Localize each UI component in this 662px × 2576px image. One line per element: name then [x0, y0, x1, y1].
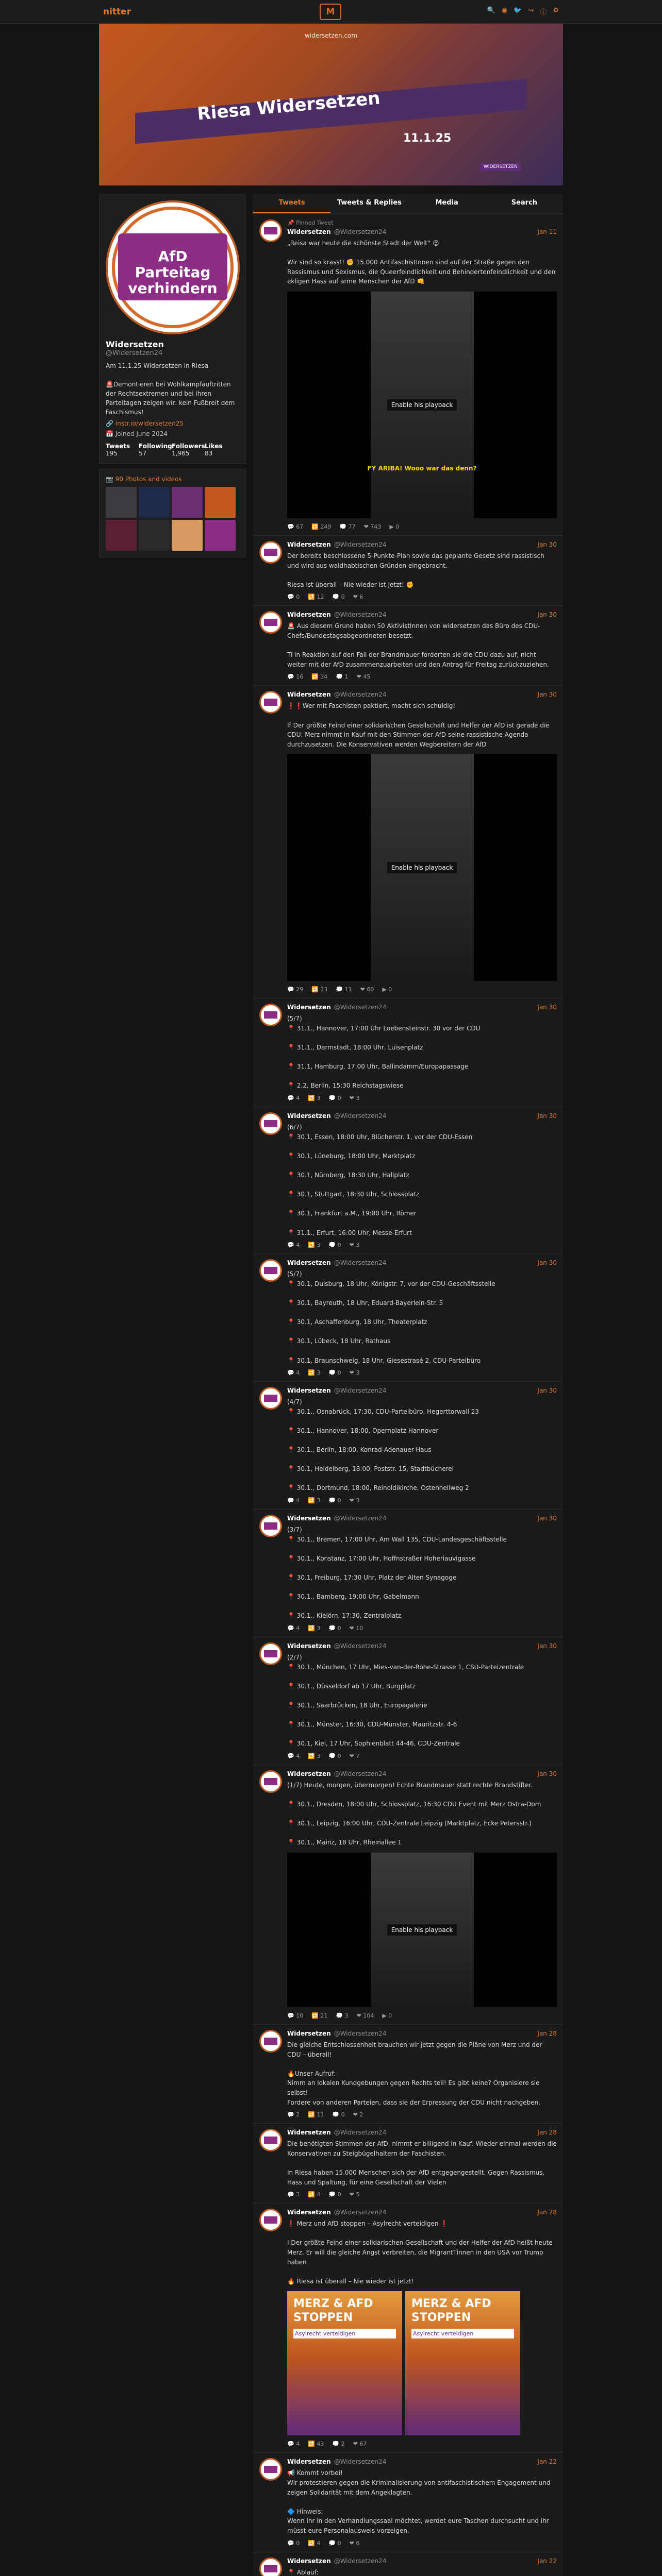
- retweet-count[interactable]: 🔁 21: [311, 2012, 328, 2020]
- tweet-header: [287, 1112, 557, 1120]
- tweet-stats: [287, 986, 557, 993]
- tweet-date[interactable]: Jan 30: [537, 1770, 557, 1777]
- search-icon[interactable]: 🔍: [487, 7, 495, 14]
- poster-subline: Asylrecht verteidigen: [411, 2329, 514, 2338]
- retweet-count[interactable]: 🔁 4: [308, 2539, 321, 2547]
- retweet-count[interactable]: 🔁 4: [308, 2191, 321, 2198]
- tweet-images: [287, 2291, 557, 2435]
- retweet-count[interactable]: 🔁 34: [311, 673, 328, 681]
- quote-count[interactable]: 💭 0: [328, 1624, 341, 1632]
- quote-count[interactable]: 💭 0: [328, 1095, 341, 1102]
- info-icon[interactable]: ⓘ: [540, 9, 547, 16]
- tweet-header: [287, 1515, 557, 1522]
- tweet-header: [287, 2557, 557, 2565]
- poster-headline: MERZ & AFD STOPPEN: [411, 2297, 491, 2324]
- quote-count[interactable]: 💭 3: [336, 2012, 349, 2020]
- tweet-date[interactable]: Jan 30: [537, 1387, 557, 1395]
- tweet-author-handle[interactable]: @Widersetzen24: [334, 1515, 387, 1522]
- tweet-date[interactable]: Jan 30: [537, 691, 557, 699]
- avatar-text: AfD Parteitag verhindern: [118, 233, 227, 300]
- enable-playback-button[interactable]: Enable hls playback: [387, 1924, 457, 1936]
- tweet-date[interactable]: Jan 30: [537, 1004, 557, 1011]
- tweet-author-name[interactable]: Widersetzen: [287, 228, 331, 235]
- tweet[interactable]: [253, 1382, 563, 1510]
- tweet-date[interactable]: Jan 28: [537, 2129, 557, 2137]
- tweet-avatar[interactable]: [259, 1642, 282, 1665]
- timeline-tabs: [253, 194, 563, 214]
- quote-count[interactable]: 💭 0: [332, 594, 345, 601]
- tweet-stats: [287, 2191, 557, 2198]
- tweet-text: (3/7) 📍 30.1., Bremen, 17:00 Uhr, Am Wall 135, CDU-Landesgeschäftsstelle 📍 30.1., Konstanz, 17:00 Uhr, Hoffnstraßer Hoheriauvigasse 📍 30.1, Freiburg, 17:30 Uhr, Platz der Alten Synagoge 📍 30.1., Bamberg, 19:00 Uhr, Gabelmann 📍 30.1., Kielörn, 17:30, Zentralplatz: [287, 1526, 507, 1620]
- tweet-author-name[interactable]: Widersetzen: [287, 2030, 331, 2038]
- tweet-stats: [287, 1625, 557, 1632]
- reply-count[interactable]: 💬 4: [287, 1369, 300, 1377]
- tweet-stats: [287, 594, 557, 600]
- profile-website-link[interactable]: 🔗 instr.io/widersetzen25: [106, 420, 184, 427]
- quote-count[interactable]: 💭 77: [339, 523, 356, 530]
- tweet[interactable]: [253, 998, 563, 1107]
- tweet-header: [287, 691, 557, 698]
- tweet[interactable]: [253, 1107, 563, 1254]
- poster-subline: Asylrecht verteidigen: [293, 2329, 396, 2338]
- banner-url: widersetzen.com: [304, 32, 358, 39]
- like-count[interactable]: ❤ 6: [349, 2539, 360, 2547]
- stat-label: Likes: [205, 443, 223, 450]
- tweet-date[interactable]: Jan 30: [537, 540, 557, 548]
- tweet-stats: [287, 1369, 557, 1376]
- tweet-author-handle[interactable]: @Widersetzen24: [334, 2458, 387, 2466]
- tweet-header: [287, 228, 557, 235]
- tweet-stats: [287, 1497, 557, 1504]
- photo-thumb[interactable]: [172, 520, 203, 551]
- profile-joined: 📅 Joined June 2024: [106, 430, 168, 437]
- tweet-author-handle[interactable]: @Widersetzen24: [334, 2557, 387, 2565]
- reply-count[interactable]: 💬 4: [287, 1242, 300, 1249]
- profile-banner[interactable]: [99, 24, 563, 185]
- like-count[interactable]: ❤ 7: [349, 1752, 360, 1759]
- tweet-author-name[interactable]: Widersetzen: [287, 1642, 331, 1650]
- tweet-avatar[interactable]: [259, 1387, 282, 1410]
- profile-stats: [106, 443, 239, 457]
- retweet-count[interactable]: 🔁 249: [311, 523, 332, 530]
- quote-count[interactable]: 💭 1: [336, 673, 349, 681]
- tweet[interactable]: [253, 686, 563, 998]
- tweet-author-handle[interactable]: @Widersetzen24: [334, 228, 387, 235]
- video-subtitle: FY ARIBA! Wooo war das denn?: [367, 464, 477, 472]
- tweet-body: [287, 611, 557, 680]
- tweet-text: Die benötigten Stimmen der AfD, nimmt er billigend in Kauf. Wieder einmal werden die Konservativen zu Steigbügelhaltern der Faschisten. In Riesa haben 15.000 Menschen sich der AfD entgegengestellt. Gegen Rassismus, Hass und Spaltung, für eine Gesellschaft der Vielen: [287, 2140, 557, 2186]
- like-count[interactable]: ❤ 6: [353, 594, 363, 601]
- quote-count[interactable]: 💭 0: [328, 1242, 341, 1249]
- reply-count[interactable]: 💬 4: [287, 1752, 300, 1759]
- tweet-stats: [287, 1753, 557, 1759]
- reply-count[interactable]: 💬 29: [287, 986, 304, 993]
- photo-rail: [99, 469, 246, 557]
- play-count[interactable]: ▶ 0: [389, 523, 400, 530]
- tweet-author-name[interactable]: Widersetzen: [287, 2557, 331, 2565]
- tweet-avatar[interactable]: [259, 2557, 282, 2576]
- retweet-count[interactable]: 🔁 3: [308, 1752, 321, 1759]
- tweet-body: [287, 2458, 557, 2546]
- tweet-text: (1/7) Heute, morgen, übermorgen! Echte Brandmauer statt rechte Brandstifter. 📍 30.1., Dresden, 18:00 Uhr, Schlossplatz, 16:30 CDU Event mit Merz Ostra-Dom 📍 30.1., Leipzig, 16:00 Uhr, CDU-Zentrale Leipzig (Marktplatz, Ecke Petersstr.) 📍 30.1., Mainz, 18 Uhr, Rheinallee 1: [287, 1781, 541, 1846]
- play-count[interactable]: ▶ 0: [382, 2012, 392, 2020]
- tweet-author-handle[interactable]: @Widersetzen24: [334, 1004, 387, 1011]
- tweet-body: [287, 2129, 557, 2198]
- tweet-body: [287, 691, 557, 993]
- home-logo-icon[interactable]: M: [320, 4, 341, 20]
- retweet-count[interactable]: 🔁 3: [308, 1095, 321, 1102]
- photo-thumb[interactable]: [205, 487, 236, 518]
- tweet-author-handle[interactable]: @Widersetzen24: [334, 1387, 387, 1395]
- tab-media[interactable]: Media: [435, 199, 458, 207]
- banner-title: Riesa Widersetzen: [196, 88, 381, 125]
- reply-count[interactable]: 💬 16: [287, 673, 304, 681]
- reply-count[interactable]: 💬 0: [287, 2539, 300, 2547]
- tweet-date[interactable]: Jan 30: [537, 1112, 557, 1120]
- tweet-image[interactable]: [405, 2291, 520, 2435]
- retweet-count[interactable]: 🔁 11: [308, 2111, 324, 2119]
- tweet-text: (5/7) 📍 31.1., Hannover, 17:00 Uhr Loebensteinstr. 30 vor der CDU 📍 31.1., Darmstadt, 18:00 Uhr, Luisenplatz 📍 31.1, Hamburg, 17:00 Uhr, Ballindamm/Europapassage 📍 2.2, Berlin, 15:30 Reichstagswiese: [287, 1015, 481, 1090]
- photos-videos-link[interactable]: 📷 90 Photos and videos: [106, 476, 182, 483]
- like-count[interactable]: ❤ 743: [363, 523, 382, 530]
- tweet-body: [287, 1642, 557, 1759]
- tweet-avatar[interactable]: [259, 2129, 282, 2151]
- tweet-text: ❗ Merz und AfD stoppen – Asylrecht verteidigen ❗ I Der größte Feind einer solidarischen Gesellschaft und der Helfer der AfD heißt heute Merz. Er will die gleiche Angst verbreiten, die MigrantTinnen in den USA vor Trump haben 🔥 Riesa ist überall – Nie wieder ist jetzt!: [287, 2220, 553, 2285]
- like-count[interactable]: ❤ 3: [349, 1242, 360, 1249]
- quote-count[interactable]: 💭 0: [328, 1369, 341, 1377]
- photo-thumb[interactable]: [172, 487, 203, 518]
- tweet-avatar[interactable]: [259, 2030, 282, 2053]
- profile-sidebar: [99, 194, 246, 2576]
- tweet-stats: [287, 2540, 557, 2547]
- tweet-header: [287, 611, 557, 618]
- gear-icon[interactable]: ⚙: [553, 7, 559, 14]
- tweet-text: ❗❗Wer mit Faschisten paktiert, macht sich schuldig! If Der größte Feind einer solidarischen Gesellschaft und Helfer der AfD ist gerade die CDU: Merz nimmt in Kauf mit den Stimmen der AfD seine rassistische Agenda durchzusetzen. Die Konservativen werden Wegbereitern der AfD: [287, 702, 550, 748]
- tweet-text: Die gleiche Entschlossenheit brauchen wir jetzt gegen die Pläne von Merz und der CDU – überall! 🔥Unser Aufruf: Nimm an lokalen Kundgebungen gegen Rechts teil! Es gibt keine? Organisiere sie selbst! Fordere von anderen Parteien, dass sie der Erpressung der CDU nicht nachgeben.: [287, 2041, 542, 2106]
- tweet-stats: [287, 1095, 557, 1101]
- tweet-author-handle[interactable]: @Widersetzen24: [334, 1770, 387, 1777]
- photo-thumb[interactable]: [205, 520, 236, 551]
- tweet-avatar[interactable]: [259, 2458, 282, 2481]
- tweet-body: [287, 1515, 557, 1632]
- tweet-header: [287, 1642, 557, 1650]
- tweet-avatar[interactable]: [259, 611, 282, 634]
- tweet[interactable]: [253, 1254, 563, 1382]
- tweet-header: [287, 1387, 557, 1394]
- tweet-avatar[interactable]: [259, 1112, 282, 1135]
- like-count[interactable]: ❤ 67: [353, 2441, 367, 2448]
- quote-count[interactable]: 💭 2: [332, 2441, 345, 2448]
- retweet-count[interactable]: 🔁 3: [308, 1242, 321, 1249]
- tweet-stats: [287, 2111, 557, 2118]
- stat-label: Followers: [172, 443, 205, 450]
- tweet-author-name[interactable]: Widersetzen: [287, 2209, 331, 2216]
- tweet[interactable]: [253, 1510, 563, 1637]
- tweet-body: [287, 1770, 557, 2019]
- tweet-video[interactable]: [287, 1853, 557, 2007]
- profile-handle[interactable]: @Widersetzen24: [106, 349, 163, 357]
- like-count[interactable]: ❤ 3: [349, 1497, 360, 1504]
- tweet-author-handle[interactable]: @Widersetzen24: [334, 1259, 387, 1267]
- tweet-body: [287, 1259, 557, 1376]
- like-count[interactable]: ❤ 5: [349, 2191, 360, 2198]
- quote-count[interactable]: 💭 11: [336, 986, 352, 993]
- retweet-count[interactable]: 🔁 13: [311, 986, 328, 993]
- tweet-date[interactable]: Jan 30: [537, 1515, 557, 1522]
- stat-value: 83: [205, 450, 213, 457]
- pinned-label: 📌 Pinned Tweet: [287, 219, 334, 226]
- tweet-date[interactable]: Jan 22: [537, 2557, 557, 2565]
- tweet-text: Der bereits beschlossene 5-Punkte-Plan sowie das geplante Gesetz sind rassistisch und wird aus waldhabtischen Gründen eingebracht. Riesa ist überall – Nie wieder ist jetzt! ✊: [287, 552, 544, 588]
- profile-avatar[interactable]: [106, 200, 240, 334]
- tweet[interactable]: [253, 2204, 563, 2453]
- tweet-author-handle[interactable]: @Widersetzen24: [334, 611, 387, 619]
- tweet-author-name[interactable]: Widersetzen: [287, 2129, 331, 2137]
- play-count[interactable]: ▶ 0: [382, 986, 392, 993]
- quote-count[interactable]: 💭 0: [328, 1752, 341, 1759]
- reply-count[interactable]: 💬 10: [287, 2012, 304, 2020]
- tweet-author-name[interactable]: Widersetzen: [287, 1004, 331, 1011]
- tweet-author-handle[interactable]: @Widersetzen24: [334, 1112, 387, 1120]
- tweet-text: (4/7) 📍 30.1., Osnabrück, 17:30, CDU-Parteibüro, Hegerttorwall 23 📍 30.1., Hannover, 18:00, Opernplatz Hannover 📍 30.1., Berlin, 18:00, Konrad-Adenauer-Haus 📍 30.1, Heidelberg, 18:00, Poststr. 15, Stadtbücherei 📍 30.1., Dortmund, 18:00, Reinoldikirche, Ostenhellweg 2: [287, 1398, 479, 1492]
- retweet-count[interactable]: 🔁 43: [308, 2441, 324, 2448]
- tweet[interactable]: [253, 2124, 563, 2204]
- stat-value: 57: [139, 450, 147, 457]
- tweet-text: 🚨 Aus diesem Grund haben 50 AktivistInnen von widersetzen das Büro des CDU-Chefs/Bundestagsabgeordneten besetzt. Ti in Reaktion auf den Fall der Brandmauer forderten sie die CDU dazu auf, nicht weiter mit der AfD zusammenzuarbeiten und den Antrag für Freitag zurückzuziehen.: [287, 622, 549, 668]
- stat-label: Tweets: [106, 443, 130, 450]
- poster-headline: MERZ & AFD STOPPEN: [293, 2297, 373, 2324]
- tweet-header: [287, 2030, 557, 2037]
- tweet-author-name[interactable]: Widersetzen: [287, 1515, 331, 1522]
- stat-followers[interactable]: [172, 443, 205, 457]
- tweet[interactable]: [253, 2025, 563, 2124]
- photo-thumb[interactable]: [106, 520, 137, 551]
- retweet-count[interactable]: 🔁 12: [308, 594, 324, 601]
- tweet-stats: [287, 2012, 557, 2019]
- tweet-text: (2/7) 📍 30.1., München, 17 Uhr, Mies-van-der-Rohe-Strasse 1, CSU-Parteizentrale 📍 30.1., Düsseldorf ab 17 Uhr, Burgplatz 📍 30.1., Saarbrücken, 18 Uhr, Europagalerie 📍 30.1., Münster, 16:30, CDU-Münster, Mauritzstr. 4-6 📍 30.1, Kiel, 17 Uhr, Sophienblatt 44-46, CDU-Zentrale: [287, 1653, 524, 1748]
- tweet-header: [287, 1770, 557, 1777]
- tab-search[interactable]: Search: [511, 199, 538, 207]
- tweet-list: [253, 214, 563, 2576]
- profile-bio: Am 11.1.25 Widersetzen in Riesa 🚨Demontieren bei Wohlkampfauftritten der Rechtsextremen und bei ihren Parteitagen zeigen wir: kein Fußbreit dem Faschismus!: [106, 362, 235, 416]
- enable-playback-button[interactable]: Enable hls playback: [387, 399, 457, 411]
- tweet-stats: [287, 2441, 557, 2447]
- like-count[interactable]: ❤ 3: [349, 1095, 360, 1102]
- tweet-body: [287, 2557, 557, 2576]
- tweet-stats: [287, 673, 557, 680]
- tweet-body: [287, 1004, 557, 1101]
- reply-count[interactable]: 💬 4: [287, 1624, 300, 1632]
- tweet-avatar[interactable]: [259, 691, 282, 714]
- main-container: [99, 24, 563, 2576]
- tweet-date[interactable]: Jan 11: [537, 228, 557, 235]
- rss-icon[interactable]: ◉: [501, 7, 508, 14]
- tweet-header: [287, 1259, 557, 1266]
- tweet-author-name[interactable]: Widersetzen: [287, 691, 331, 699]
- quote-count[interactable]: 💭 0: [328, 1497, 341, 1504]
- tweet-header: [287, 2458, 557, 2465]
- tweet-date[interactable]: Jan 30: [537, 1642, 557, 1650]
- tweet-author-handle[interactable]: @Widersetzen24: [334, 2030, 387, 2038]
- tab-tweets[interactable]: Tweets: [253, 194, 330, 213]
- tweet-text: 📍 Ablauf:: [287, 2568, 319, 2576]
- tweet-video[interactable]: [287, 292, 557, 518]
- tweet-date[interactable]: Jan 28: [537, 2209, 557, 2216]
- nitter-brand-link[interactable]: nitter: [103, 6, 131, 17]
- twitter-icon[interactable]: 🐦: [514, 7, 522, 14]
- tweet-image[interactable]: [287, 2291, 402, 2435]
- tweet-stats: [287, 1242, 557, 1248]
- reply-count[interactable]: 💬 4: [287, 1497, 300, 1504]
- tweet-author-handle[interactable]: @Widersetzen24: [334, 2129, 387, 2137]
- quote-count[interactable]: 💭 0: [328, 2191, 341, 2198]
- reply-count[interactable]: 💬 67: [287, 523, 304, 530]
- tweet-avatar[interactable]: [259, 2209, 282, 2231]
- tweet-avatar[interactable]: [259, 1515, 282, 1537]
- quote-count[interactable]: 💭 0: [332, 2111, 345, 2119]
- banner-date: 11.1.25: [403, 132, 452, 145]
- tweet-avatar[interactable]: [259, 1770, 282, 1793]
- like-count[interactable]: ❤ 45: [356, 673, 371, 681]
- tweet-avatar[interactable]: [259, 1259, 282, 1282]
- tweet[interactable]: [253, 1637, 563, 1765]
- tweet-header: [287, 2209, 557, 2216]
- like-count[interactable]: ❤ 10: [349, 1624, 363, 1632]
- content-layout: [99, 194, 563, 2576]
- tweet-text: „Reisa war heute die schönste Stadt der Welt“ 😍 Wir sind so krass!! ✊ 15.000 AntifaschistInnen sind auf der Straße gegen den Rassismus und Sexismus, die Queerfeindlichkeit und Behindertenfeindlichkeit und den ekligen Hass auf arme Menschen der AfD 👊: [287, 240, 556, 285]
- reply-count[interactable]: 💬 0: [287, 594, 300, 601]
- retweet-count[interactable]: 🔁 3: [308, 1624, 321, 1632]
- photo-thumb[interactable]: [139, 520, 170, 551]
- tweet-body: [287, 541, 557, 600]
- profile-card: [99, 194, 246, 464]
- like-count[interactable]: ❤ 3: [349, 1369, 360, 1377]
- tweet-text: 📢 Kommt vorbei! Wir protestieren gegen die Kriminalisierung von antifaschistischem Engagement und zeigen Solidarität mit dem Angeklagten. 🔷 Hinweis: Wenn ihr in den Verhandlungssaal möchtet, werdet eure Taschen durchsucht und ihr müsst eure Personalausweis vorzeigen.: [287, 2469, 551, 2534]
- tweet-author-name[interactable]: Widersetzen: [287, 2458, 331, 2466]
- tweet-author-handle[interactable]: @Widersetzen24: [334, 540, 387, 548]
- timeline: [253, 194, 563, 2576]
- tweet-avatar[interactable]: [259, 541, 282, 564]
- tweet-body: [287, 1112, 557, 1248]
- tweet-avatar[interactable]: [259, 1004, 282, 1026]
- stat-label: Following: [139, 443, 172, 450]
- tweet-text: (5/7) 📍 30.1, Duisburg, 18 Uhr, Königstr. 7, vor der CDU-Geschäftsstelle 📍 30.1, Bayreuth, 18 Uhr, Eduard-Bayerlein-Str. 5 📍 30.1, Aschaffenburg, 18 Uhr, Theaterplatz 📍 30.1, Lübeck, 18 Uhr, Rathaus 📍 30.1, Braunschweig, 18 Uhr, Giesestrasé 2, CDU-Parteibüro: [287, 1270, 495, 1364]
- photo-thumb[interactable]: [139, 487, 170, 518]
- tweet-author-name[interactable]: Widersetzen: [287, 611, 331, 619]
- stat-likes[interactable]: [205, 443, 238, 457]
- photo-grid: [106, 487, 239, 551]
- tweet-body: [287, 2030, 557, 2118]
- tweet-stats: [287, 523, 557, 530]
- tweet-author-name[interactable]: Widersetzen: [287, 1259, 331, 1267]
- enable-playback-button[interactable]: Enable hls playback: [387, 862, 457, 873]
- retweet-count[interactable]: 🔁 3: [308, 1497, 321, 1504]
- stat-tweets[interactable]: [106, 443, 139, 457]
- tweet[interactable]: [253, 606, 563, 686]
- tweet-avatar[interactable]: [259, 219, 282, 242]
- tweet-text: (6/7) 📍 30.1, Essen, 18:00 Uhr, Blücherstr. 1, vor der CDU-Essen 📍 30.1, Lüneburg, 18:00 Uhr, Marktplatz 📍 30.1, Nürnberg, 18:30 Uhr, Hallplatz 📍 30.1, Stuttgart, 18:30 Uhr, Schlossplatz 📍 30.1, Frankfurt a.M., 19:00 Uhr, Römer 📍 31.1., Erfurt, 16:00 Uhr, Messe-Erfurt: [287, 1124, 473, 1236]
- reply-count[interactable]: 💬 2: [287, 2111, 300, 2119]
- stat-value: 1,965: [172, 450, 190, 457]
- retweet-count[interactable]: 🔁 3: [308, 1369, 321, 1377]
- top-navigation-bar: [0, 0, 662, 24]
- profile-name: Widersetzen: [106, 340, 164, 349]
- photo-thumb[interactable]: [106, 487, 137, 518]
- like-count[interactable]: ❤ 60: [360, 986, 374, 993]
- tweet-author-name[interactable]: Widersetzen: [287, 1770, 331, 1777]
- like-count[interactable]: ❤ 2: [353, 2111, 363, 2119]
- tweet-body: [287, 1387, 557, 1504]
- tweet[interactable]: [253, 214, 563, 536]
- tweet-video[interactable]: [287, 754, 557, 981]
- like-count[interactable]: ❤ 104: [356, 2012, 374, 2020]
- reply-count[interactable]: 💬 4: [287, 2441, 300, 2448]
- tweet-date[interactable]: Jan 30: [537, 611, 557, 619]
- banner-badge: WIDERSETZEN: [481, 163, 521, 171]
- tweet-date[interactable]: Jan 22: [537, 2458, 557, 2466]
- tweet-header: [287, 1004, 557, 1011]
- tweet-author-handle[interactable]: @Widersetzen24: [334, 2209, 387, 2216]
- tweet-date[interactable]: Jan 28: [537, 2030, 557, 2038]
- share-icon[interactable]: ↪: [528, 7, 534, 14]
- tweet[interactable]: [253, 536, 563, 606]
- tweet-body: [287, 219, 557, 530]
- quote-count[interactable]: 💭 0: [328, 2539, 341, 2547]
- tweet-body: [287, 2209, 557, 2447]
- tweet-header: [287, 2129, 557, 2136]
- tweet-author-handle[interactable]: @Widersetzen24: [334, 691, 387, 699]
- tweet-author-name[interactable]: Widersetzen: [287, 1112, 331, 1120]
- stat-value: 195: [106, 450, 118, 457]
- reply-count[interactable]: 💬 4: [287, 1095, 300, 1102]
- tweet-author-name[interactable]: Widersetzen: [287, 540, 331, 548]
- tab-tweets-replies[interactable]: Tweets & Replies: [337, 199, 402, 207]
- stat-following[interactable]: [139, 443, 172, 457]
- reply-count[interactable]: 💬 3: [287, 2191, 300, 2198]
- tweet-author-handle[interactable]: @Widersetzen24: [334, 1642, 387, 1650]
- tweet[interactable]: [253, 1765, 563, 2025]
- tweet[interactable]: [253, 2552, 563, 2576]
- tweet[interactable]: [253, 2453, 563, 2552]
- tweet-header: [287, 541, 557, 548]
- tweet-date[interactable]: Jan 30: [537, 1259, 557, 1267]
- tweet-author-name[interactable]: Widersetzen: [287, 1387, 331, 1395]
- top-icons-group: [487, 7, 559, 16]
